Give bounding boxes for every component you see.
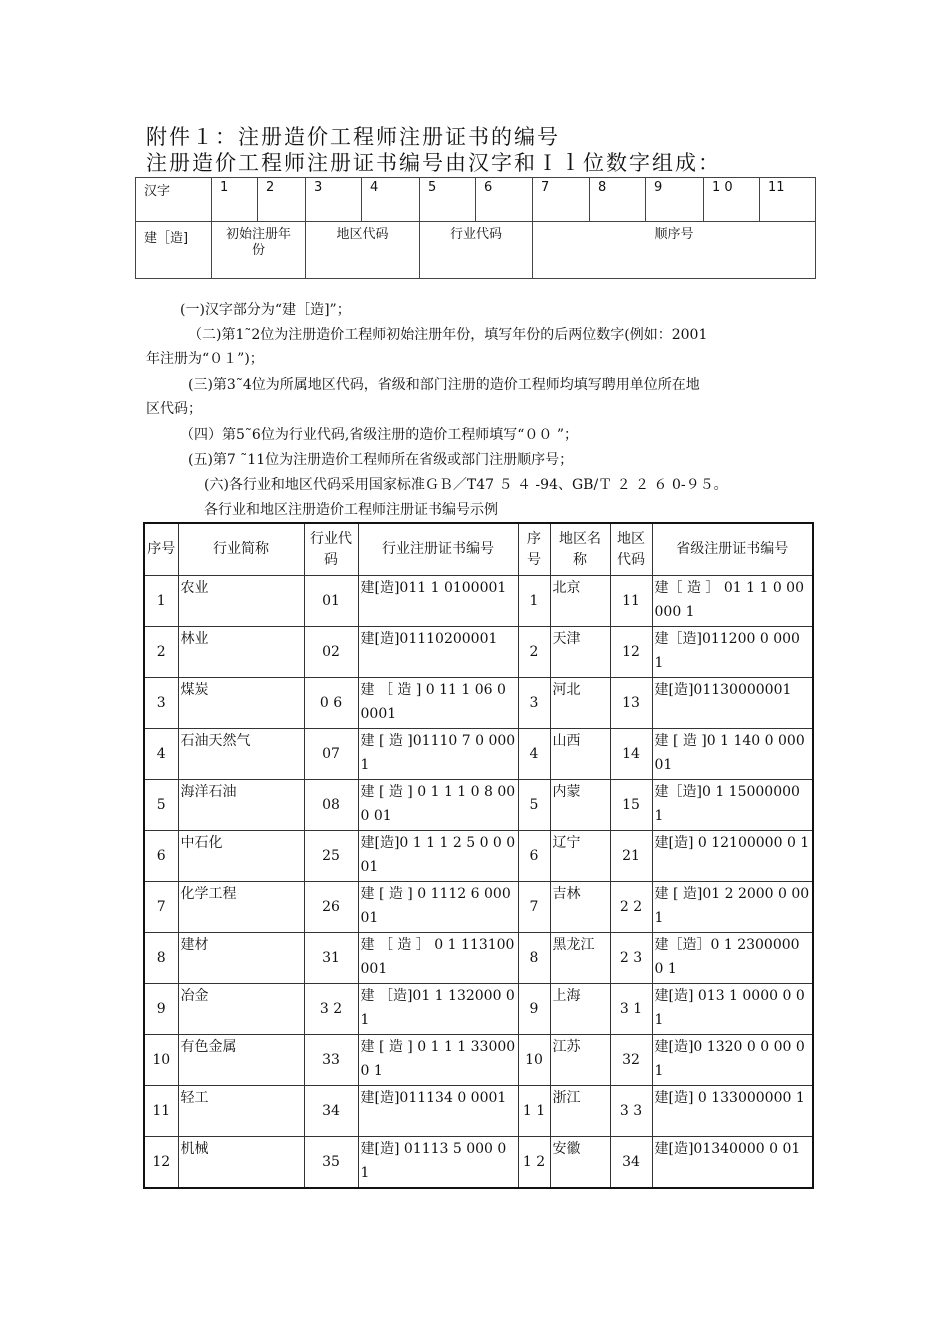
- industry-code: 01: [304, 576, 358, 627]
- code-cell: 7: [533, 178, 590, 222]
- col-header: 地区名称: [550, 523, 610, 576]
- row-index: 10: [518, 1035, 550, 1086]
- paragraph-5: (五)第7 ˜11位为注册造价工程师所在省级或部门注册顺序号；: [188, 452, 574, 468]
- row-index: 1 1: [518, 1086, 550, 1137]
- col-header: 序号: [144, 523, 178, 576]
- row-index: 7: [518, 882, 550, 933]
- table-row: [144, 831, 813, 882]
- table-body: [144, 576, 813, 1188]
- region-code: 11: [610, 576, 652, 627]
- row-index: 12: [144, 1137, 178, 1188]
- row-index: 2: [144, 627, 178, 678]
- row-index: 8: [144, 933, 178, 984]
- code-structure-table: [135, 177, 816, 279]
- row-index: 4: [518, 729, 550, 780]
- industry-cert-number: 建 [ 造 ]01110 7 0 0001: [358, 729, 518, 780]
- region-code: 12: [610, 627, 652, 678]
- provincial-cert-number: 建 [ 造]01 2 2000 0 001: [652, 882, 813, 933]
- industry-name: 机械: [178, 1137, 304, 1188]
- code-region-cell: 地区代码: [306, 222, 420, 279]
- industry-code: 25: [304, 831, 358, 882]
- table-row: [144, 1086, 813, 1137]
- col-header: 省级注册证书编号: [652, 523, 813, 576]
- col-header: 地区代码: [610, 523, 652, 576]
- region-name: 安徽: [550, 1137, 610, 1188]
- code-cell: 1 0: [704, 178, 760, 222]
- industry-cert-number: 建[造]011134 0 0001: [358, 1086, 518, 1137]
- row-index: 9: [518, 984, 550, 1035]
- industry-code: 31: [304, 933, 358, 984]
- region-code: 15: [610, 780, 652, 831]
- code-cell: 3: [306, 178, 362, 222]
- provincial-cert-number: 建［ 造 ］ 01 1 1 0 00000 1: [652, 576, 813, 627]
- code-cell: 5: [420, 178, 476, 222]
- row-index: 1 2: [518, 1137, 550, 1188]
- code-digit-row: [136, 178, 816, 222]
- row-index: 9: [144, 984, 178, 1035]
- industry-name: 林业: [178, 627, 304, 678]
- industry-cert-number: 建[造]0 1 1 1 2 5 0 0 001: [358, 831, 518, 882]
- table-row: [144, 882, 813, 933]
- code-cell: 9: [646, 178, 704, 222]
- code-meaning-row: [136, 222, 816, 279]
- provincial-cert-number: 建［造]0 1 15000000 1: [652, 780, 813, 831]
- provincial-cert-number: 建 [ 造 ]0 1 140 0 00001: [652, 729, 813, 780]
- industry-name: 农业: [178, 576, 304, 627]
- region-name: 浙江: [550, 1086, 610, 1137]
- code-cell: 汉字: [136, 178, 212, 222]
- row-index: 3: [518, 678, 550, 729]
- col-header: 行业代码: [304, 523, 358, 576]
- region-name: 河北: [550, 678, 610, 729]
- code-sequence-cell: 顺序号: [533, 222, 816, 279]
- industry-code: 0 6: [304, 678, 358, 729]
- table-row: [144, 678, 813, 729]
- provincial-cert-number: 建[造] 0 133000000 1: [652, 1086, 813, 1137]
- industry-cert-number: 建[造]01110200001: [358, 627, 518, 678]
- code-year-cell: 初始注册年份: [212, 222, 306, 279]
- region-code: 2 3: [610, 933, 652, 984]
- row-index: 6: [144, 831, 178, 882]
- row-index: 3: [144, 678, 178, 729]
- row-index: 10: [144, 1035, 178, 1086]
- region-name: 上海: [550, 984, 610, 1035]
- paragraph-4: （四）第5˜6位为行业代码,省级注册的造价工程师填写“００ ”；: [180, 427, 579, 443]
- code-hanzi-cell: 建［造]: [136, 222, 212, 279]
- region-code: 34: [610, 1137, 652, 1188]
- industry-code: 34: [304, 1086, 358, 1137]
- region-code: 13: [610, 678, 652, 729]
- industry-name: 化学工程: [178, 882, 304, 933]
- table-row: [144, 1035, 813, 1086]
- provincial-cert-number: 建[造] 013 1 0000 0 01: [652, 984, 813, 1035]
- region-name: 吉林: [550, 882, 610, 933]
- industry-code: 07: [304, 729, 358, 780]
- row-index: 7: [144, 882, 178, 933]
- code-cell: 6: [476, 178, 533, 222]
- code-cell: 11: [760, 178, 816, 222]
- region-code: 21: [610, 831, 652, 882]
- region-code: 3 3: [610, 1086, 652, 1137]
- composition-heading: 注册造价工程师注册证书编号由汉字和Ｉｌ位数字组成：: [146, 151, 721, 175]
- row-index: 5: [144, 780, 178, 831]
- table-row: [144, 780, 813, 831]
- provincial-cert-number: 建［造]011200 0 000 1: [652, 627, 813, 678]
- row-index: 6: [518, 831, 550, 882]
- region-code: 2 2: [610, 882, 652, 933]
- table-row: [144, 1137, 813, 1188]
- industry-name: 轻工: [178, 1086, 304, 1137]
- row-index: 2: [518, 627, 550, 678]
- industry-code: 08: [304, 780, 358, 831]
- code-industry-cell: 行业代码: [420, 222, 533, 279]
- paragraph-6: (六)各行业和地区代码采用国家标准ＧＢ／T47 ５ ４ -94、GB/Ｔ ２ ２ ６ 0-９５。: [204, 477, 728, 493]
- region-name: 黑龙江: [550, 933, 610, 984]
- code-cell: 8: [590, 178, 646, 222]
- region-name: 辽宁: [550, 831, 610, 882]
- industry-name: 有色金属: [178, 1035, 304, 1086]
- industry-name: 石油天然气: [178, 729, 304, 780]
- industry-code: 35: [304, 1137, 358, 1188]
- paragraph-1: (一)汉字部分为“建［造]”；: [180, 302, 351, 318]
- industry-cert-number: 建 ［ 造 ] 0 11 1 06 0 0001: [358, 678, 518, 729]
- paragraph-3-continued: 区代码；: [146, 401, 202, 417]
- row-index: 1: [144, 576, 178, 627]
- table-row: [144, 729, 813, 780]
- industry-cert-number: 建 [ 造 ] 0 1 1 1 330000 1: [358, 1035, 518, 1086]
- region-name: 天津: [550, 627, 610, 678]
- region-name: 北京: [550, 576, 610, 627]
- region-code: 3 1: [610, 984, 652, 1035]
- col-header: 行业注册证书编号: [358, 523, 518, 576]
- provincial-cert-number: 建[造]01340000 0 01: [652, 1137, 813, 1188]
- provincial-cert-number: 建［造］0 1 2300000 0 1: [652, 933, 813, 984]
- row-index: 5: [518, 780, 550, 831]
- provincial-cert-number: 建[造]01130000001: [652, 678, 813, 729]
- industry-code: 3 2: [304, 984, 358, 1035]
- row-index: 11: [144, 1086, 178, 1137]
- industry-name: 中石化: [178, 831, 304, 882]
- paragraph-2-continued: 年注册为“０１”)；: [146, 351, 264, 367]
- code-cell: 1: [212, 178, 258, 222]
- region-code: 32: [610, 1035, 652, 1086]
- industry-cert-number: 建 [ 造 ] 0 1 1 1 0 8 00 0 01: [358, 780, 518, 831]
- industry-cert-number: 建[造] 01113 5 000 0 1: [358, 1137, 518, 1188]
- industry-cert-number: 建 [ 造 ] 0 1112 6 00001: [358, 882, 518, 933]
- industry-name: 海洋石油: [178, 780, 304, 831]
- region-code: 14: [610, 729, 652, 780]
- table-row: [144, 933, 813, 984]
- row-index: 8: [518, 933, 550, 984]
- table-row: [144, 627, 813, 678]
- row-index: 1: [518, 576, 550, 627]
- table-row: [144, 576, 813, 627]
- industry-cert-number: 建 ［ 造 ］ 0 1 113100001: [358, 933, 518, 984]
- industry-code: 26: [304, 882, 358, 933]
- code-cell: 2: [258, 178, 306, 222]
- industry-name: 建材: [178, 933, 304, 984]
- paragraph-3: (三)第3˜4位为所属地区代码，省级和部门注册的造价工程师均填写聘用单位所在地: [188, 377, 700, 393]
- industry-name: 煤炭: [178, 678, 304, 729]
- region-name: 江苏: [550, 1035, 610, 1086]
- certificate-example-table: [143, 522, 814, 1189]
- provincial-cert-number: 建[造]0 1320 0 0 00 0 1: [652, 1035, 813, 1086]
- provincial-cert-number: 建[造] 0 12100000 0 1: [652, 831, 813, 882]
- table-row: [144, 984, 813, 1035]
- paragraph-2: （二)第1˜2位为注册造价工程师初始注册年份，填写年份的后两位数字(例如：2001: [188, 327, 708, 343]
- table-caption: 各行业和地区注册造价工程师注册证书编号示例: [204, 502, 498, 518]
- row-index: 4: [144, 729, 178, 780]
- industry-cert-number: 建 ［造]01 1 132000 0 1: [358, 984, 518, 1035]
- region-name: 山西: [550, 729, 610, 780]
- attachment-title: 附件１：注册造价工程师注册证书的编号: [146, 125, 560, 149]
- col-header: 行业简称: [178, 523, 304, 576]
- table-header-row: [144, 523, 813, 576]
- industry-code: 02: [304, 627, 358, 678]
- col-header: 序号: [518, 523, 550, 576]
- industry-cert-number: 建[造]011 1 0100001: [358, 576, 518, 627]
- industry-code: 33: [304, 1035, 358, 1086]
- region-name: 内蒙: [550, 780, 610, 831]
- industry-name: 冶金: [178, 984, 304, 1035]
- code-cell: 4: [362, 178, 420, 222]
